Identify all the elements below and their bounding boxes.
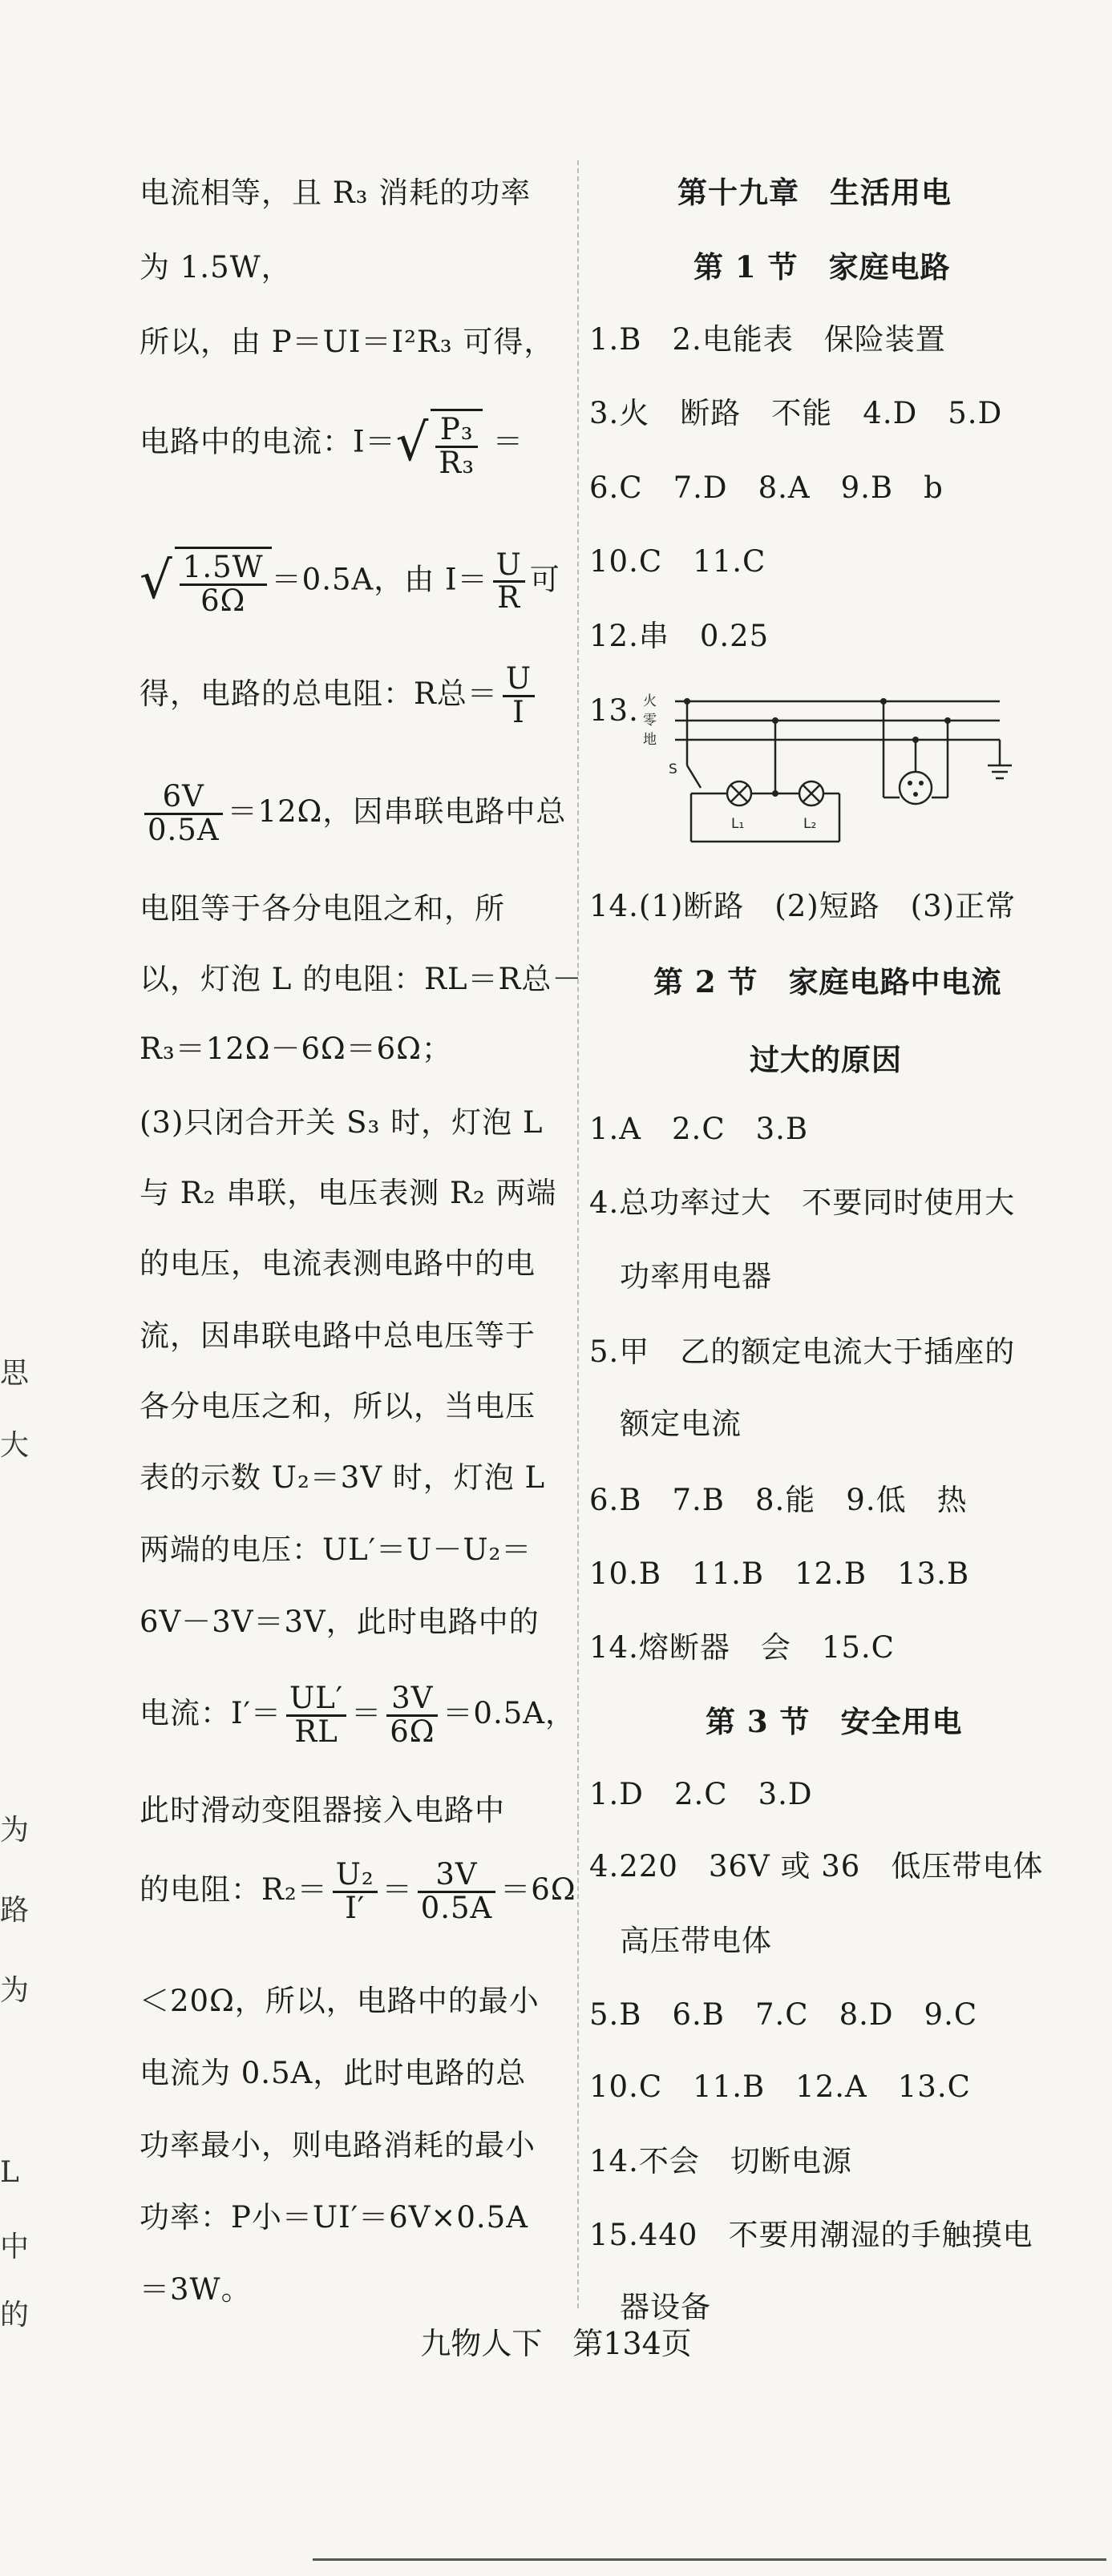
answer-line: 器设备 xyxy=(589,2290,711,2324)
numerator: 1.5W xyxy=(180,552,267,586)
chapter-title: 第十九章 生活用电 xyxy=(677,175,952,210)
label-zero: 零 xyxy=(643,713,657,729)
answer-line: 5.甲 乙的额定电流大于插座的 xyxy=(589,1334,1016,1369)
socket-icon xyxy=(900,772,932,804)
denominator: I xyxy=(512,694,525,729)
denominator: R xyxy=(497,580,521,616)
answer-line: 4.220 36V 或 36 低压带电体 xyxy=(589,1849,1044,1884)
text-line: ＝3W。 xyxy=(140,2272,252,2307)
answer-line: 10.C 11.B 12.A 13.C xyxy=(589,2069,971,2104)
answer-line: 3.火 断路 不能 4.D 5.D xyxy=(589,396,1003,430)
edge-char: 为 xyxy=(0,1814,30,1847)
text-line: 流，因串联电路中总电压等于 xyxy=(140,1318,536,1353)
answer-line: 1.D 2.C 3.D xyxy=(589,1777,813,1811)
socket-hole xyxy=(913,792,918,797)
section-title: 第 2 节 家庭电路中电流 xyxy=(653,964,1002,999)
edge-char: 思 xyxy=(0,1357,30,1390)
answer-line: 额定电流 xyxy=(589,1407,742,1441)
circuit-diagram xyxy=(643,685,1012,858)
text-line: 电流为 0.5A，此时电路的总 xyxy=(140,2056,527,2090)
numerator: U xyxy=(493,550,525,583)
edge-char: L xyxy=(0,2156,19,2189)
answer-line: 15.440 不要用潮湿的手触摸电 xyxy=(589,2218,1033,2252)
text-line: 各分电压之和，所以，当电压 xyxy=(140,1389,536,1423)
text-part: ＝12Ω，因串联电路中总 xyxy=(227,793,567,829)
formula-12ohm xyxy=(140,781,566,846)
text-part: 电流：I′＝ xyxy=(140,1695,282,1730)
edge-char: 中 xyxy=(0,2231,30,2263)
numerator: 6V xyxy=(144,781,223,815)
denominator: RL xyxy=(294,1714,338,1749)
formula-current-2: 电流：I′＝ $\frac{UL'}{RL}$ ＝ $\frac{3V}{6\Omega}$ ＝0.5A， xyxy=(140,1681,576,1749)
bottom-rule xyxy=(313,2558,1106,2561)
text-part: 可 xyxy=(529,562,560,597)
fraction xyxy=(286,1683,346,1748)
denominator: 0.5A xyxy=(420,1890,493,1925)
denominator: R₃ xyxy=(439,445,475,480)
denominator: 6Ω xyxy=(390,1714,435,1749)
fraction xyxy=(435,414,478,479)
sqrt-symbol: √ xyxy=(140,551,173,612)
label-switch: S xyxy=(669,761,677,777)
text-part: 电路中的电流：I＝ xyxy=(140,424,396,459)
junction-dot xyxy=(684,698,690,705)
junction-dot xyxy=(944,717,951,724)
text-part: ＝0.5A， xyxy=(443,1695,576,1730)
edge-char: 的 xyxy=(0,2299,30,2332)
junction-dot xyxy=(772,717,778,724)
text-line: 两端的电压：UL′＝U－U₂＝ xyxy=(140,1532,532,1567)
switch-blade xyxy=(687,765,701,788)
edge-char: 路 xyxy=(0,1894,30,1927)
numerator: P₃ xyxy=(435,414,478,448)
text-line: 6V－3V＝3V，此时电路中的 xyxy=(140,1605,540,1639)
sqrt-body xyxy=(175,547,272,617)
sqrt-symbol: √ xyxy=(395,414,430,474)
fraction xyxy=(333,1859,378,1924)
answer-line: 14.熔断器 会 15.C xyxy=(589,1630,895,1665)
answer-line: 5.B 6.B 7.C 8.D 9.C xyxy=(589,1997,978,2032)
section-title-cont: 过大的原因 xyxy=(750,1042,902,1077)
text-line: 此时滑动变阻器接入电路中 xyxy=(140,1793,505,1827)
socket-hole xyxy=(908,781,912,785)
fraction xyxy=(144,781,223,846)
text-line: 为 1.5W， xyxy=(140,250,292,285)
section-title: 第 1 节 家庭电路 xyxy=(693,249,951,285)
text-part: ＝0.5A，由 I＝ xyxy=(271,562,488,597)
answer-line: 高压带电体 xyxy=(589,1924,772,1958)
text-line: 以，灯泡 L 的电阻：RL＝R总－ xyxy=(140,962,583,996)
text-line: 电阻等于各分电阻之和，所 xyxy=(140,891,505,926)
edge-char: 为 xyxy=(0,1974,30,2007)
answer-line: 4.总功率过大 不要同时使用大 xyxy=(589,1185,1016,1220)
label-fire: 火 xyxy=(643,693,657,709)
fraction xyxy=(180,552,267,617)
text-line: R₃＝12Ω－6Ω＝6Ω； xyxy=(140,1032,452,1066)
text-line: ＜20Ω，所以，电路中的最小 xyxy=(140,1984,540,2018)
text-part: 得，电路的总电阻：R总＝ xyxy=(140,676,498,711)
formula-r2: 的电阻：R₂＝ $\frac{\text{U₂}}{I'}$ ＝ $\frac{3V}{0.5A}$ ＝6Ω xyxy=(140,1857,576,1925)
sqrt-body xyxy=(431,409,483,479)
text-part: 的电阻：R₂＝ xyxy=(140,1871,328,1907)
text-line: 表的示数 U₂＝3V 时，灯泡 L xyxy=(140,1460,546,1495)
text-line: 所以，由 P＝UI＝I²R₃ 可得， xyxy=(140,325,555,359)
text-line: 功率：P小＝UI′＝6V×0.5A xyxy=(140,2200,528,2235)
answer-line: 功率用电器 xyxy=(589,1259,772,1294)
section-title: 第 3 节 安全用电 xyxy=(706,1704,963,1739)
junction-dot xyxy=(912,737,919,743)
numerator: U xyxy=(503,664,535,697)
text-line: 功率最小，则电路消耗的最小 xyxy=(140,2128,536,2162)
text-part: ＝6Ω xyxy=(500,1871,576,1907)
label-l2: L₂ xyxy=(803,816,817,832)
answer-line: 12.串 0.25 xyxy=(589,619,770,653)
answer-line: 6.C 7.D 8.A 9.B b xyxy=(589,470,944,505)
fraction xyxy=(418,1859,496,1924)
formula-current: 电路中的电流：I＝√ $\frac{\text{P₃}}{\text{R₃}}$ ＝ xyxy=(140,409,524,479)
junction-dot xyxy=(880,698,887,705)
numerator: 3V xyxy=(418,1859,496,1893)
formula-total-resistance xyxy=(140,661,540,729)
edge-char: 大 xyxy=(0,1429,30,1462)
answer-line: 14.(1)断路 (2)短路 (3)正常 xyxy=(589,889,1017,923)
fraction xyxy=(493,547,525,616)
answer-line: 10.C 11.C xyxy=(589,544,766,579)
answer-line: 1.A 2.C 3.B xyxy=(589,1112,809,1146)
fraction xyxy=(503,661,535,729)
answer-line: 6.B 7.B 8.能 9.低 热 xyxy=(589,1483,968,1517)
answer-line: 10.B 11.B 12.B 13.B xyxy=(589,1557,970,1591)
denominator: I′ xyxy=(345,1890,366,1925)
fraction xyxy=(386,1683,438,1748)
formula-sqrt-value xyxy=(140,547,560,617)
label-ground: 地 xyxy=(643,732,657,748)
page-footer: 九物人下 第134页 xyxy=(420,2326,692,2361)
junction-dot xyxy=(772,790,778,797)
numerator: UL′ xyxy=(286,1683,346,1717)
label-l1: L₁ xyxy=(731,816,745,832)
answer-line: 14.不会 切断电源 xyxy=(589,2144,852,2178)
answer-line: 1.B 2.电能表 保险装置 xyxy=(589,322,946,357)
denominator: 6Ω xyxy=(200,583,246,618)
numerator: U₂ xyxy=(333,1859,378,1893)
text-line: (3)只闭合开关 S₃ 时，灯泡 L xyxy=(140,1105,544,1140)
numerator: 3V xyxy=(386,1683,438,1717)
answer-line: 13. xyxy=(589,693,639,728)
column-divider xyxy=(577,160,579,2308)
text-line: 与 R₂ 串联，电压表测 R₂ 两端 xyxy=(140,1176,557,1210)
text-line: 电流相等，且 R₃ 消耗的功率 xyxy=(140,176,532,210)
denominator: 0.5A xyxy=(148,812,220,847)
socket-hole xyxy=(919,781,924,785)
text-line: 的电压，电流表测电路中的电 xyxy=(140,1246,536,1281)
